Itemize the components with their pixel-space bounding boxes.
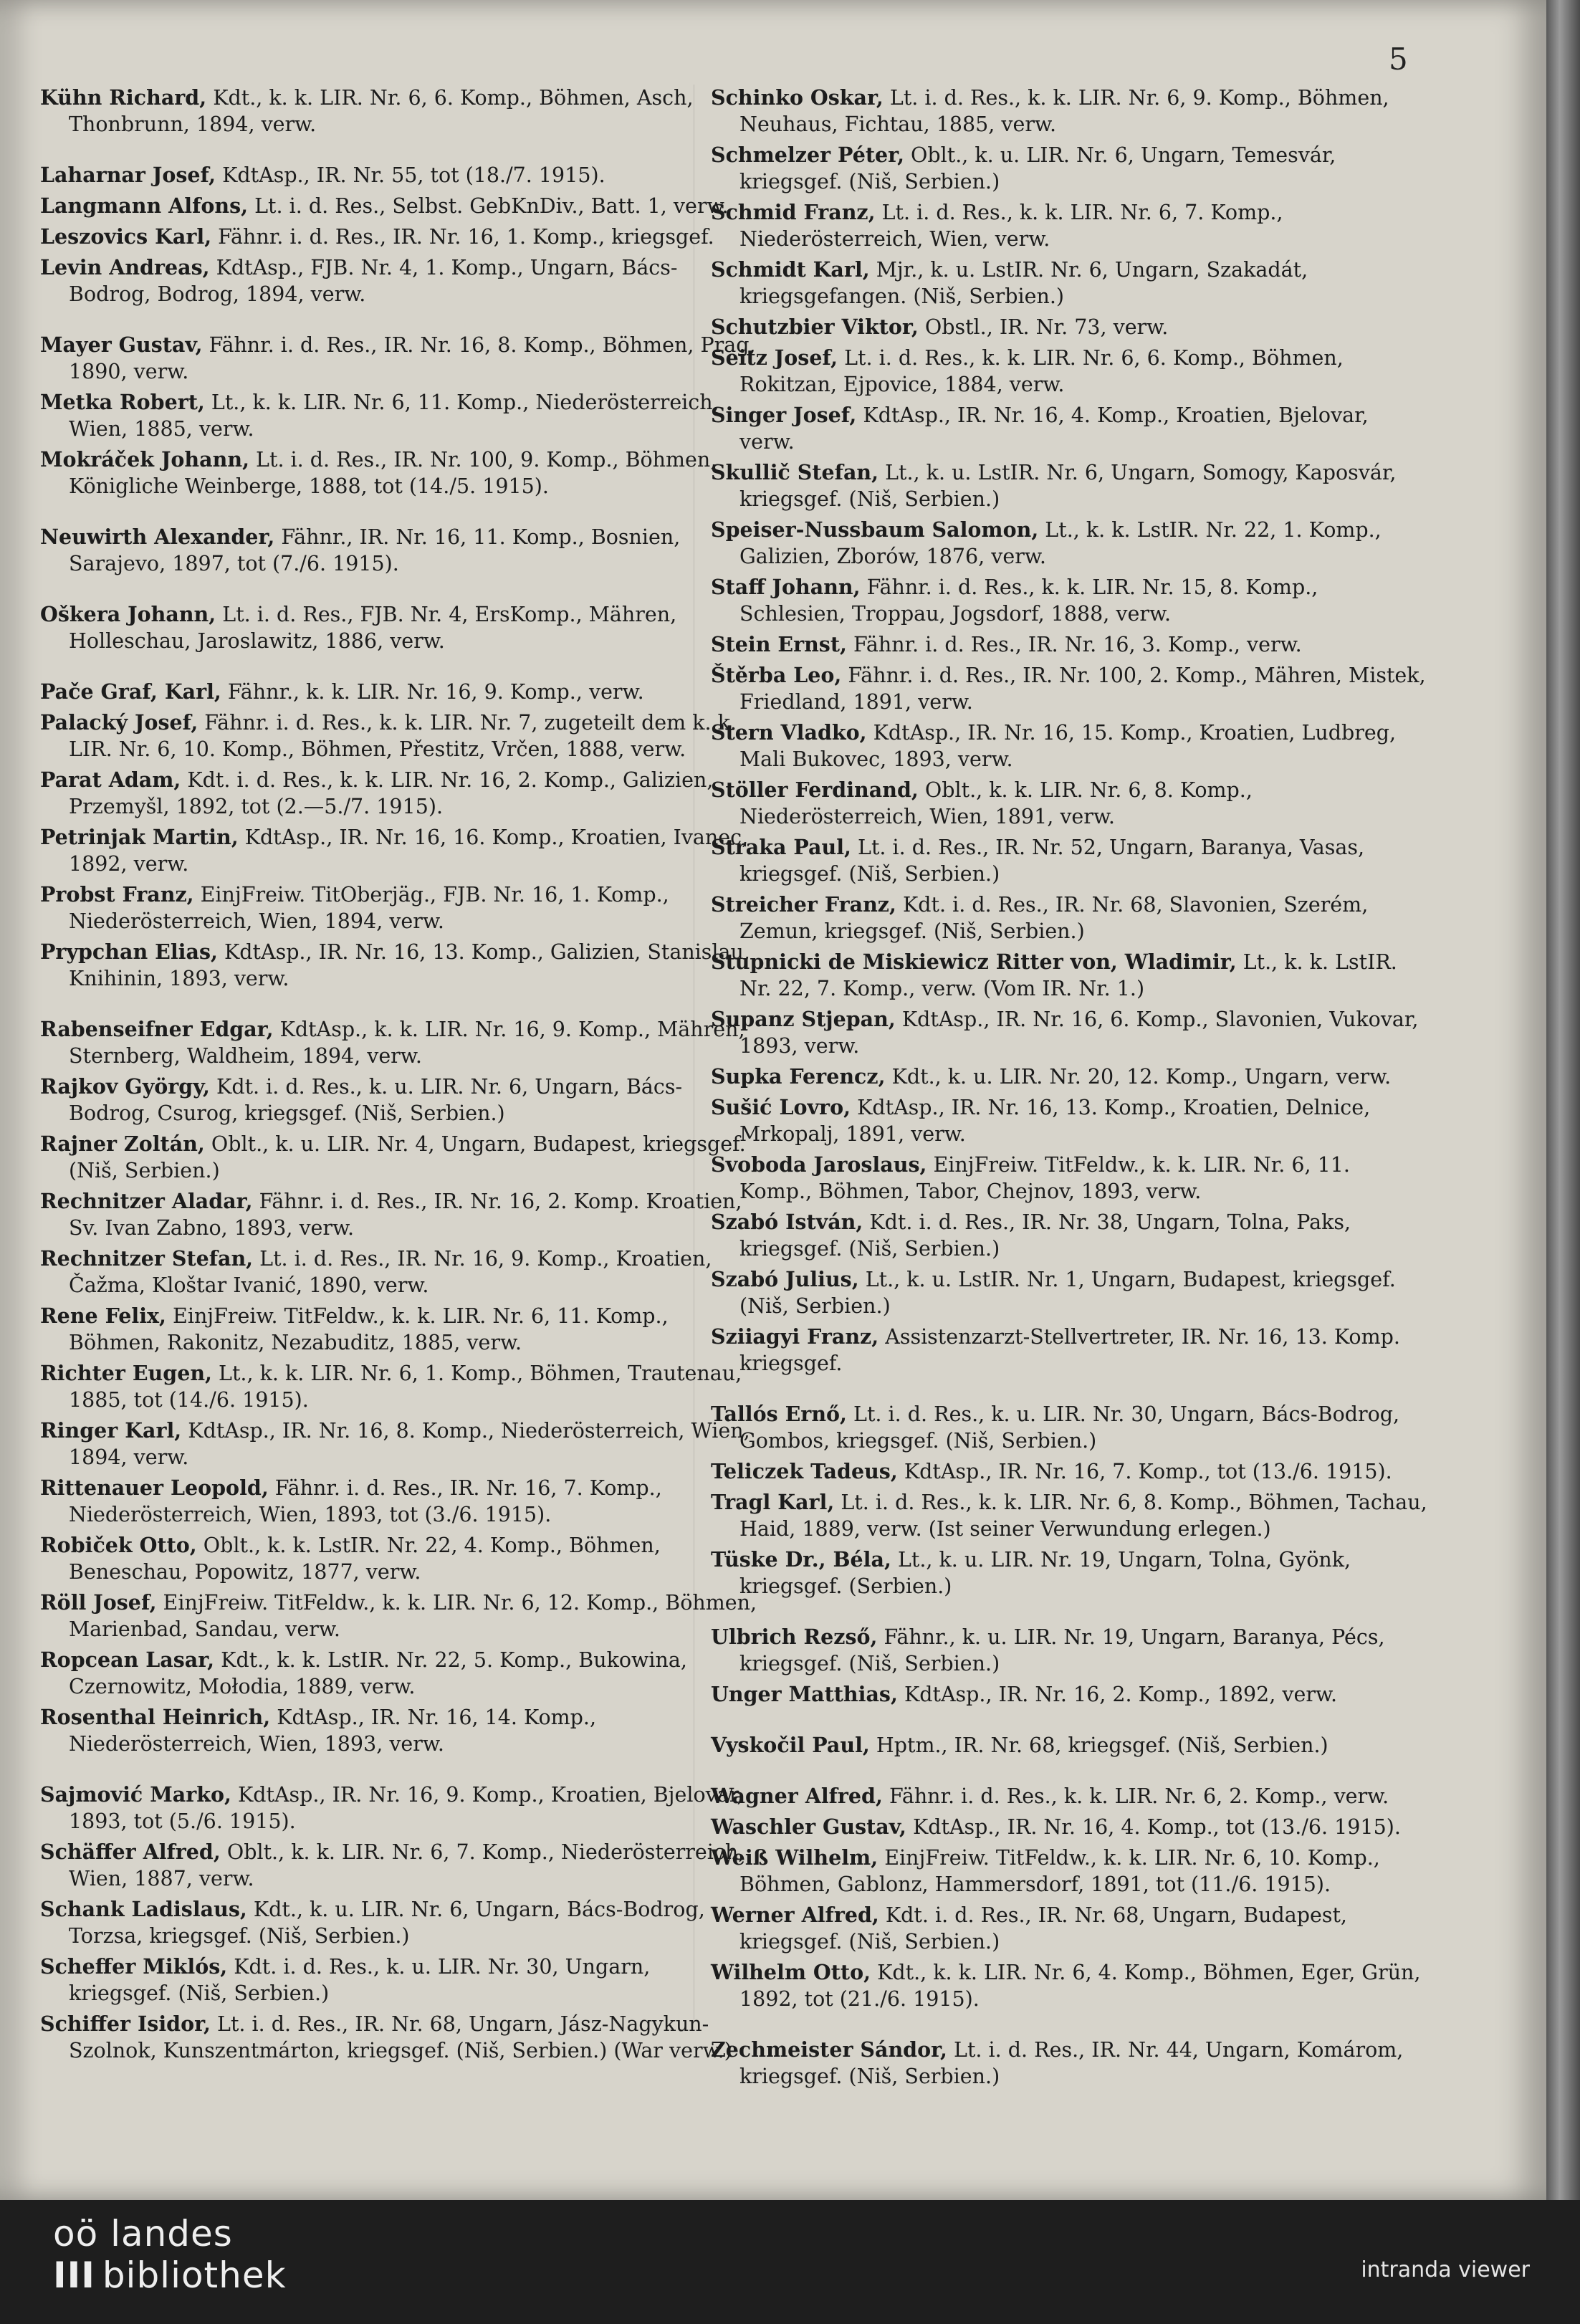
register-entry xyxy=(40,524,757,577)
entry-details: Lt., k. k. LIR. Nr. 6, 1. Komp., Böhmen, Trautenau, 1885, tot (14./6. 1915). xyxy=(69,1362,742,1412)
register-entry xyxy=(40,85,757,138)
logo-bars-icon: III xyxy=(53,2254,95,2296)
entry-name: Prypchan Elias, xyxy=(40,939,218,964)
entry-details: Oblt., k. k. LIR. Nr. 6, 8. Komp., Niederösterreich, Wien, 1891, verw. xyxy=(739,778,1253,828)
register-entry xyxy=(711,1624,1427,1677)
entry-name: Speiser-Nussbaum Salomon, xyxy=(711,517,1039,542)
left-column xyxy=(40,85,757,2068)
entry-name: Schmelzer Péter, xyxy=(711,143,904,167)
entry-name: Metka Robert, xyxy=(40,390,205,414)
register-entry xyxy=(40,2011,757,2064)
register-entry xyxy=(40,446,757,499)
entry-details: KdtAsp., FJB. Nr. 4, 1. Komp., Ungarn, Bács-Bodrog, Bodrog, 1894, verw. xyxy=(69,256,678,306)
entry-details: Hptm., IR. Nr. 68, kriegsgef. (Niš, Serbien.) xyxy=(869,1734,1328,1757)
entry-name: Stupnicki de Miskiewicz Ritter von, Wladimir, xyxy=(711,950,1237,974)
entry-details: Kdt. i. d. Res., k. k. LIR. Nr. 16, 2. Komp., Galizien, Przemyšl, 1892, tot (2.—5./7. 1915). xyxy=(69,768,714,818)
entry-details: KdtAsp., IR. Nr. 16, 2. Komp., 1892, verw. xyxy=(897,1683,1338,1706)
entry-details: Obstl., IR. Nr. 73, verw. xyxy=(918,315,1169,339)
entry-details: Kdt. i. d. Res., IR. Nr. 68, Slavonien, Szerém, Zemun, kriegsgef. (Niš, Serbien.) xyxy=(739,893,1369,943)
entry-details: Fähnr. i. d. Res., k. k. LIR. Nr. 7, zugeteilt dem k. k. LIR. Nr. 6, 10. Komp., Böhmen, Přestitz, Vrčen, 1888, verw. xyxy=(69,711,737,761)
entry-name: Stein Ernst, xyxy=(711,632,847,656)
entry-name: Schinko Oskar, xyxy=(711,85,884,110)
register-entry xyxy=(711,1959,1427,2012)
entry-name: Szabó Julius, xyxy=(711,1267,859,1291)
register-entry xyxy=(711,345,1427,398)
register-entry xyxy=(711,1324,1427,1377)
register-entry xyxy=(711,1094,1427,1147)
entry-details: Kdt. i. d. Res., IR. Nr. 68, Ungarn, Budapest, kriegsgef. (Niš, Serbien.) xyxy=(739,1903,1347,1954)
viewer-footer xyxy=(0,2200,1580,2324)
register-entry xyxy=(711,1814,1427,1840)
register-entry xyxy=(40,224,757,250)
entry-name: Seitz Josef, xyxy=(711,345,838,370)
entry-name: Teliczek Tadeus, xyxy=(711,1459,898,1483)
entry-name: Levin Andreas, xyxy=(40,255,210,279)
logo-text-line2-word: bibliothek xyxy=(102,2254,287,2296)
register-entry xyxy=(711,1732,1427,1759)
entry-name: Štěrba Leo, xyxy=(711,663,842,687)
register-entry xyxy=(711,517,1427,570)
entry-name: Ropcean Lasar, xyxy=(40,1648,215,1672)
register-entry xyxy=(711,662,1427,715)
register-entry xyxy=(40,1475,757,1528)
register-entry xyxy=(711,1783,1427,1809)
entry-name: Straka Paul, xyxy=(711,835,851,859)
entry-details: Mjr., k. u. LstIR. Nr. 6, Ungarn, Szakadát, kriegsgefangen. (Niš, Serbien.) xyxy=(739,258,1308,308)
register-entry xyxy=(40,881,757,934)
register-entry xyxy=(40,1782,757,1835)
entry-details: Lt., k. k. LstIR. Nr. 22, 1. Komp., Galizien, Zborów, 1876, verw. xyxy=(739,518,1382,568)
register-entry xyxy=(711,2037,1427,2090)
register-entry xyxy=(40,1417,757,1471)
register-entry xyxy=(40,1016,757,1069)
register-entry xyxy=(40,1954,757,2007)
entry-name: Wilhelm Otto, xyxy=(711,1960,871,1984)
entry-details: Lt. i. d. Res., k. k. LIR. Nr. 6, 8. Komp., Böhmen, Tachau, Haid, 1889, verw. (Ist seiner Verwundung erlegen.) xyxy=(739,1491,1427,1541)
entry-name: Oškera Johann, xyxy=(40,602,216,626)
entry-details: Fähnr., k. u. LIR. Nr. 19, Ungarn, Baranya, Pécs, kriegsgef. (Niš, Serbien.) xyxy=(739,1625,1385,1675)
entry-name: Palacký Josef, xyxy=(40,710,198,735)
entry-details: Lt. i. d. Res., IR. Nr. 68, Ungarn, Jász-Nagykun-Szolnok, Kunszentmárton, kriegsgef. (Niš, Serbien.) (War verw.) xyxy=(69,2012,732,2062)
entry-name: Neuwirth Alexander, xyxy=(40,525,275,549)
entry-name: Singer Josef, xyxy=(711,403,857,427)
entry-details: Fähnr. i. d. Res., IR. Nr. 100, 2. Komp., Mähren, Mistek, Friedland, 1891, verw. xyxy=(739,664,1426,714)
entry-name: Röll Josef, xyxy=(40,1590,157,1615)
entry-details: Lt. i. d. Res., IR. Nr. 16, 9. Komp., Kroatien, Čažma, Kloštar Ivanić, 1890, verw. xyxy=(69,1247,712,1297)
register-entry xyxy=(711,402,1427,455)
entry-name: Kühn Richard, xyxy=(40,85,207,110)
entry-details: Lt., k. k. LstIR. Nr. 22, 7. Komp., verw. (Vom IR. Nr. 1.) xyxy=(739,950,1397,1000)
entry-name: Pače Graf, Karl, xyxy=(40,679,221,704)
register-entry xyxy=(40,162,757,188)
register-entry xyxy=(711,1458,1427,1485)
entry-details: Kdt. i. d. Res., k. u. LIR. Nr. 30, Ungarn, kriegsgef. (Niš, Serbien.) xyxy=(69,1955,651,2005)
register-entry xyxy=(711,199,1427,252)
entry-name: Zechmeister Sándor, xyxy=(711,2037,947,2062)
entry-details: Lt. i. d. Res., IR. Nr. 44, Ungarn, Komárom, kriegsgef. (Niš, Serbien.) xyxy=(739,2038,1404,2088)
register-entry xyxy=(711,777,1427,830)
register-entry xyxy=(711,85,1427,138)
register-entry xyxy=(711,1401,1427,1454)
entry-name: Svoboda Jaroslaus, xyxy=(711,1152,927,1177)
entry-name: Schmid Franz, xyxy=(711,200,876,224)
entry-details: Kdt., k. k. LIR. Nr. 6, 4. Komp., Böhmen, Eger, Grün, 1892, tot (21./6. 1915). xyxy=(739,1961,1421,2011)
register-entry xyxy=(711,1902,1427,1955)
entry-name: Staff Johann, xyxy=(711,575,861,599)
entry-details: Fähnr. i. d. Res., IR. Nr. 16, 3. Komp., verw. xyxy=(846,633,1302,656)
register-entry xyxy=(711,1063,1427,1090)
entry-name: Mayer Gustav, xyxy=(40,333,203,357)
entry-name: Schäffer Alfred, xyxy=(40,1840,221,1864)
entry-details: Fähnr., IR. Nr. 16, 11. Komp., Bosnien, Sarajevo, 1897, tot (7./6. 1915). xyxy=(69,525,681,575)
register-entry xyxy=(40,1589,757,1642)
entry-details: KdtAsp., IR. Nr. 16, 4. Komp., tot (13./6. 1915). xyxy=(906,1815,1401,1839)
register-entry xyxy=(40,1704,757,1757)
entry-details: EinjFreiw. TitFeldw., k. k. LIR. Nr. 6, 10. Komp., Böhmen, Gablonz, Hammersdorf, 1891, tot (11./6. 1915). xyxy=(739,1846,1380,1896)
logo-text-line1: oö landes xyxy=(53,2213,233,2254)
entry-details: Kdt., k. u. LIR. Nr. 20, 12. Komp., Ungarn, verw. xyxy=(885,1065,1392,1089)
entry-name: Waschler Gustav, xyxy=(711,1814,906,1839)
register-entry xyxy=(40,1360,757,1413)
entry-name: Rittenauer Leopold, xyxy=(40,1476,269,1500)
entry-name: Tragl Karl, xyxy=(711,1490,835,1514)
entry-name: Supka Ferencz, xyxy=(711,1064,886,1089)
entry-name: Ringer Karl, xyxy=(40,1418,182,1443)
entry-name: Schiffer Isidor, xyxy=(40,2012,211,2036)
register-entry xyxy=(711,1681,1427,1708)
entry-name: Robiček Otto, xyxy=(40,1533,197,1557)
entry-name: Ulbrich Rezső, xyxy=(711,1625,878,1649)
entry-name: Langmann Alfons, xyxy=(40,193,249,218)
entry-details: Fähnr., k. k. LIR. Nr. 16, 9. Komp., verw. xyxy=(221,680,644,704)
register-entry xyxy=(40,1896,757,1949)
register-entry xyxy=(40,1839,757,1892)
register-entry xyxy=(40,679,757,705)
entry-details: Lt. i. d. Res., k. k. LIR. Nr. 6, 7. Komp., Niederösterreich, Wien, verw. xyxy=(739,201,1283,251)
register-entry xyxy=(711,314,1427,340)
register-entry xyxy=(40,1647,757,1700)
entry-details: EinjFreiw. TitOberjäg., FJB. Nr. 16, 1. Komp., Niederösterreich, Wien, 1894, verw. xyxy=(69,883,669,933)
entry-details: Lt. i. d. Res., IR. Nr. 52, Ungarn, Baranya, Vasas, kriegsgef. (Niš, Serbien.) xyxy=(739,836,1365,886)
entry-details: KdtAsp., IR. Nr. 16, 16. Komp., Kroatien, Ivanec, 1892, verw. xyxy=(69,826,749,876)
entry-details: Lt., k. k. LIR. Nr. 6, 11. Komp., Niederösterreich, Wien, 1885, verw. xyxy=(69,391,719,441)
entry-details: KdtAsp., IR. Nr. 16, 9. Komp., Kroatien, Bjelovar, 1893, tot (5./6. 1915). xyxy=(69,1783,744,1833)
entry-details: Fähnr. i. d. Res., k. k. LIR. Nr. 15, 8. Komp., Schlesien, Troppau, Jogsdorf, 1888, verw. xyxy=(739,575,1318,626)
entry-details: Fähnr. i. d. Res., IR. Nr. 16, 1. Komp., kriegsgef. xyxy=(211,225,714,249)
entry-name: Tallós Ernő, xyxy=(711,1402,847,1426)
register-entry xyxy=(711,1489,1427,1542)
right-column xyxy=(711,85,1427,2094)
register-entry xyxy=(40,1073,757,1127)
entry-name: Mokráček Johann, xyxy=(40,447,249,472)
page-number: 5 xyxy=(1389,42,1408,77)
register-entry xyxy=(40,709,757,762)
register-entry xyxy=(711,574,1427,627)
entry-name: Schmidt Karl, xyxy=(711,257,870,282)
register-entry xyxy=(711,891,1427,945)
entry-details: Kdt., k. k. LIR. Nr. 6, 6. Komp., Böhmen, Asch, Thonbrunn, 1894, verw. xyxy=(69,86,694,136)
entry-details: Oblt., k. k. LIR. Nr. 6, 7. Komp., Niederösterreich, Wien, 1887, verw. xyxy=(69,1840,745,1890)
entry-details: KdtAsp., IR. Nr. 55, tot (18./7. 1915). xyxy=(216,163,605,187)
register-entry xyxy=(40,767,757,820)
register-entry xyxy=(711,834,1427,887)
entry-name: Rechnitzer Stefan, xyxy=(40,1246,254,1271)
entry-details: Lt. i. d. Res., k. k. LIR. Nr. 6, 9. Komp., Böhmen, Neuhaus, Fichtau, 1885, verw. xyxy=(739,86,1389,136)
entry-details: Fähnr. i. d. Res., IR. Nr. 16, 8. Komp., Böhmen, Prag, 1890, verw. xyxy=(69,333,756,383)
logo-text-line2 xyxy=(53,2254,287,2296)
entry-details: Lt. i. d. Res., k. k. LIR. Nr. 6, 6. Komp., Böhmen, Rokitzan, Ejpovice, 1884, verw. xyxy=(739,346,1344,396)
register-entry xyxy=(711,1546,1427,1599)
register-entry xyxy=(40,824,757,877)
register-entry xyxy=(711,1152,1427,1205)
entry-name: Rabenseifner Edgar, xyxy=(40,1017,274,1041)
entry-name: Petrinjak Martin, xyxy=(40,825,239,849)
entry-details: Kdt., k. u. LIR. Nr. 6, Ungarn, Bács-Bodrog, Torzsa, kriegsgef. (Niš, Serbien.) xyxy=(69,1898,705,1948)
entry-details: Assistenzarzt-Stellvertreter, IR. Nr. 16, 13. Komp. kriegsgef. xyxy=(739,1325,1400,1375)
entry-details: Oblt., k. k. LstIR. Nr. 22, 4. Komp., Böhmen, Beneschau, Popowitz, 1877, verw. xyxy=(69,1534,661,1584)
entry-details: KdtAsp., IR. Nr. 16, 13. Komp., Galizien, Stanislau, Knihinin, 1893, verw. xyxy=(69,940,750,990)
library-logo[interactable] xyxy=(53,2213,287,2296)
entry-details: Lt., k. u. LstIR. Nr. 6, Ungarn, Somogy, Kaposvár, kriegsgef. (Niš, Serbien.) xyxy=(739,461,1397,511)
register-entry xyxy=(711,1845,1427,1898)
entry-name: Weiß Wilhelm, xyxy=(711,1845,878,1870)
register-entry xyxy=(40,1303,757,1356)
entry-details: KdtAsp., IR. Nr. 16, 7. Komp., tot (13./6. 1915). xyxy=(897,1460,1392,1483)
entry-details: Fähnr. i. d. Res., k. k. LIR. Nr. 6, 2. Komp., verw. xyxy=(882,1784,1389,1808)
entry-name: Streicher Franz, xyxy=(711,892,896,917)
register-entry xyxy=(40,193,757,219)
entry-details: KdtAsp., IR. Nr. 16, 8. Komp., Niederösterreich, Wien, 1894, verw. xyxy=(69,1419,750,1469)
entry-details: KdtAsp., IR. Nr. 16, 4. Komp., Kroatien, Bjelovar, verw. xyxy=(739,403,1369,454)
entry-name: Werner Alfred, xyxy=(711,1903,879,1927)
entry-details: Fähnr. i. d. Res., IR. Nr. 16, 7. Komp., Niederösterreich, Wien, 1893, tot (3./6. 1915). xyxy=(69,1476,662,1526)
entry-name: Scheffer Miklós, xyxy=(40,1954,228,1979)
entry-name: Laharnar Josef, xyxy=(40,163,216,187)
entry-name: Stern Vladko, xyxy=(711,720,867,745)
entry-details: Lt. i. d. Res., Selbst. GebKnDiv., Batt. 1, verw. xyxy=(248,194,729,218)
entry-name: Parat Adam, xyxy=(40,768,181,792)
register-entry xyxy=(711,142,1427,195)
entry-name: Vyskočil Paul, xyxy=(711,1733,870,1757)
entry-name: Stöller Ferdinand, xyxy=(711,778,919,802)
entry-details: Oblt., k. u. LIR. Nr. 6, Ungarn, Temesvár, kriegsgef. (Niš, Serbien.) xyxy=(739,143,1336,193)
entry-details: EinjFreiw. TitFeldw., k. k. LIR. Nr. 6, 11. Komp., Böhmen, Tabor, Chejnov, 1893, verw. xyxy=(739,1153,1350,1203)
entry-details: Lt. i. d. Res., k. u. LIR. Nr. 30, Ungarn, Bács-Bodrog, Gombos, kriegsgef. (Niš, Serbien.) xyxy=(739,1402,1400,1453)
entry-details: Kdt. i. d. Res., k. u. LIR. Nr. 6, Ungarn, Bács-Bodrog, Csurog, kriegsgef. (Niš, Serbien.) xyxy=(69,1075,683,1125)
entry-name: Sušić Lovro, xyxy=(711,1095,851,1119)
entry-name: Sajmović Marko, xyxy=(40,1782,231,1807)
entry-details: Fähnr. i. d. Res., IR. Nr. 16, 2. Komp. Kroatien, Sv. Ivan Zabno, 1893, verw. xyxy=(69,1190,742,1240)
entry-name: Rosenthal Heinrich, xyxy=(40,1705,271,1729)
entry-details: EinjFreiw. TitFeldw., k. k. LIR. Nr. 6, 11. Komp., Böhmen, Rakonitz, Nezabuditz, 1885, verw. xyxy=(69,1304,669,1354)
entry-name: Rene Felix, xyxy=(40,1304,166,1328)
entry-details: KdtAsp., k. k. LIR. Nr. 16, 9. Komp., Mähren, Sternberg, Waldheim, 1894, verw. xyxy=(69,1018,745,1068)
entry-name: Tüske Dr., Béla, xyxy=(711,1547,891,1572)
register-entry xyxy=(711,719,1427,773)
register-entry xyxy=(711,949,1427,1002)
register-entry xyxy=(40,254,757,307)
register-entry xyxy=(40,1131,757,1184)
entry-name: Rajkov György, xyxy=(40,1074,210,1099)
entry-details: Oblt., k. u. LIR. Nr. 4, Ungarn, Budapest, kriegsgef. (Niš, Serbien.) xyxy=(69,1132,746,1182)
register-entry xyxy=(711,459,1427,512)
register-entry xyxy=(711,1266,1427,1319)
entry-details: Lt. i. d. Res., IR. Nr. 100, 9. Komp., Böhmen, Königliche Weinberge, 1888, tot (14./5. 1915). xyxy=(69,448,717,498)
entry-name: Rajner Zoltán, xyxy=(40,1132,205,1156)
register-entry xyxy=(711,257,1427,310)
entry-name: Richter Eugen, xyxy=(40,1361,212,1385)
entry-details: Lt. i. d. Res., FJB. Nr. 4, ErsKomp., Mähren, Holleschau, Jaroslawitz, 1886, verw. xyxy=(69,603,677,653)
register-entry xyxy=(711,1006,1427,1059)
entry-name: Schank Ladislaus, xyxy=(40,1897,247,1921)
entry-name: Szabó István, xyxy=(711,1210,863,1234)
entry-details: KdtAsp., IR. Nr. 16, 6. Komp., Slavonien, Vukovar, 1893, verw. xyxy=(739,1008,1419,1058)
register-entry xyxy=(711,631,1427,658)
entry-name: Leszovics Karl, xyxy=(40,224,212,249)
entry-details: Lt., k. u. LIR. Nr. 19, Ungarn, Tolna, Gyönk, kriegsgef. (Serbien.) xyxy=(739,1548,1351,1598)
entry-details: KdtAsp., IR. Nr. 16, 15. Komp., Kroatien, Ludbreg, Mali Bukovec, 1893, verw. xyxy=(739,721,1397,771)
register-entry xyxy=(40,601,757,654)
register-entry xyxy=(40,1532,757,1585)
entry-details: EinjFreiw. TitFeldw., k. k. LIR. Nr. 6, 12. Komp., Böhmen, Marienbad, Sandau, verw. xyxy=(69,1591,757,1641)
register-entry xyxy=(40,939,757,992)
register-entry xyxy=(711,1209,1427,1262)
entry-details: Kdt. i. d. Res., IR. Nr. 38, Ungarn, Tolna, Paks, kriegsgef. (Niš, Serbien.) xyxy=(739,1210,1351,1261)
entry-name: Supanz Stjepan, xyxy=(711,1007,896,1031)
entry-name: Rechnitzer Aladar, xyxy=(40,1189,253,1213)
entry-details: KdtAsp., IR. Nr. 16, 13. Komp., Kroatien, Delnice, Mrkopalj, 1891, verw. xyxy=(739,1096,1371,1146)
entry-name: Schutzbier Viktor, xyxy=(711,315,919,339)
entry-name: Probst Franz, xyxy=(40,882,194,907)
register-entry xyxy=(40,1188,757,1241)
entry-name: Skullič Stefan, xyxy=(711,460,879,484)
entry-name: Wagner Alfred, xyxy=(711,1784,883,1808)
entry-details: Kdt., k. k. LstIR. Nr. 22, 5. Komp., Bukowina, Czernowitz, Mołodia, 1889, verw. xyxy=(69,1648,687,1698)
register-entry xyxy=(40,1245,757,1299)
register-entry xyxy=(40,389,757,442)
entry-name: Unger Matthias, xyxy=(711,1682,898,1706)
viewer-brand[interactable]: intranda viewer xyxy=(1361,2257,1530,2282)
entry-details: Lt., k. u. LstIR. Nr. 1, Ungarn, Budapest, kriegsgef. (Niš, Serbien.) xyxy=(739,1268,1396,1318)
page-edge xyxy=(1546,0,1580,2200)
entry-name: Sziiagyi Franz, xyxy=(711,1324,879,1349)
entry-details: KdtAsp., IR. Nr. 16, 14. Komp., Niederösterreich, Wien, 1893, verw. xyxy=(69,1706,597,1756)
register-entry xyxy=(40,332,757,385)
